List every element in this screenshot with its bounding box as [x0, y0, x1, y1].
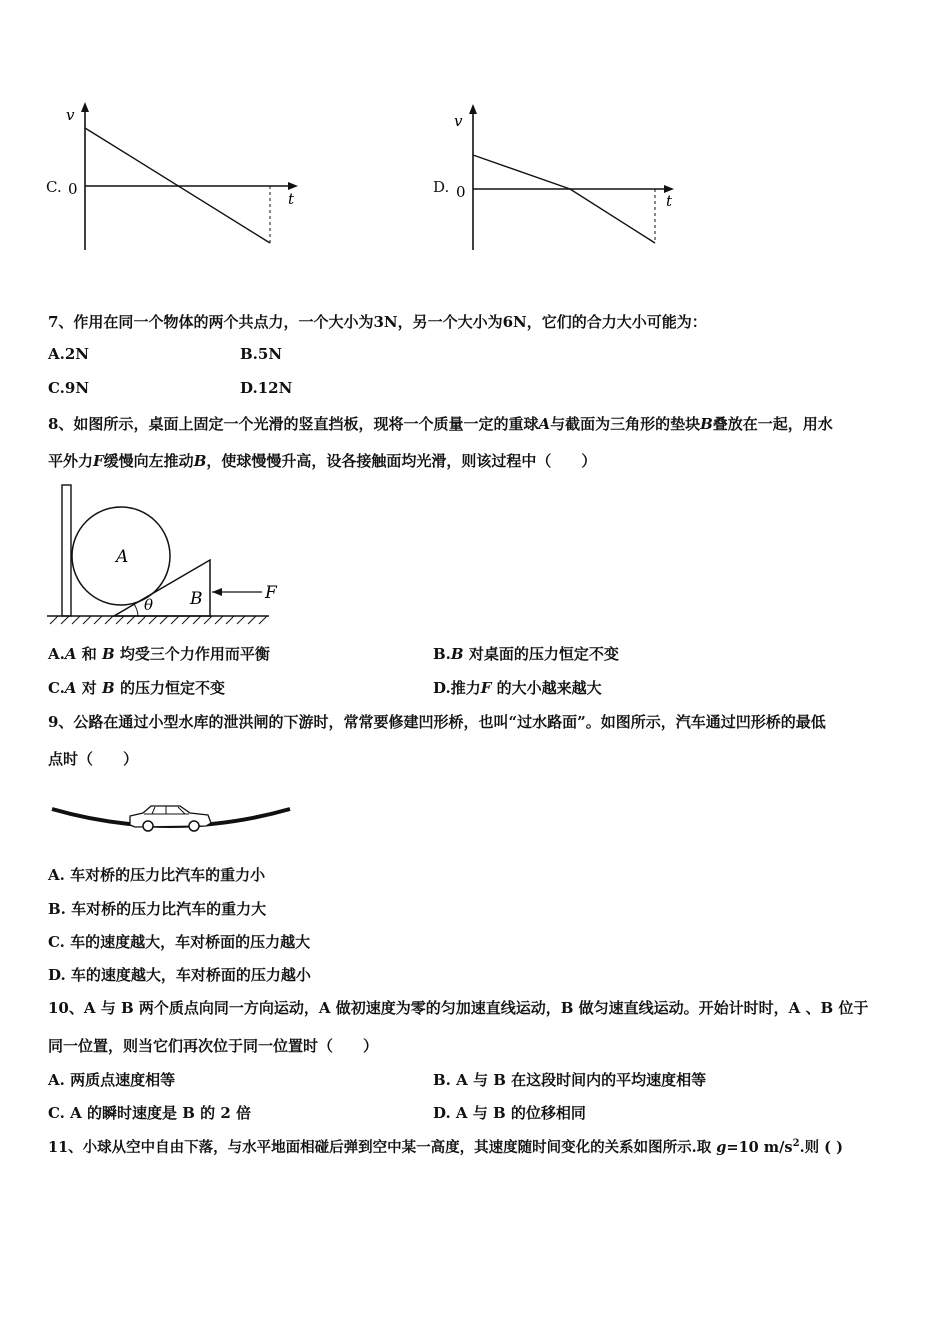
- angle-label: θ: [144, 596, 154, 614]
- q10-option-c: C. A 的瞬时速度是 B 的 2 倍: [48, 1104, 251, 1122]
- q7-option-d: D.12N: [240, 379, 293, 397]
- graph-c: [60, 100, 310, 260]
- q8-option-b: B.B 对桌面的压力恒定不变: [433, 645, 619, 663]
- graph-d-label: D.: [433, 178, 450, 196]
- graph-d-t-label: t: [666, 192, 673, 210]
- graph-c-origin: 0: [68, 180, 78, 198]
- q9-stem-line1: 9、公路在通过小型水库的泄洪闸的下游时，常常要修建凹形桥，也叫“过水路面”。如图所示，汽车通过凹形桥的最低: [48, 713, 826, 731]
- graph-d-v-label: v: [454, 112, 463, 130]
- q10-stem-line1: 10、A 与 B 两个质点向同一方向运动，A 做初速度为零的匀加速直线运动，B 做匀速直线运动。开始计时时，A 、B 位于: [48, 999, 869, 1017]
- q10-option-b: B. A 与 B 在这段时间内的平均速度相等: [433, 1071, 707, 1089]
- q9-option-c: C. 车的速度越大，车对桥面的压力越大: [48, 933, 311, 951]
- block-label: B: [190, 589, 203, 609]
- graph-d: [448, 100, 698, 260]
- q8-figure: [44, 480, 294, 630]
- graph-d-origin: 0: [456, 183, 466, 201]
- force-label: F: [265, 583, 277, 603]
- graph-c-label: C.: [46, 178, 62, 196]
- graph-c-t-label: t: [288, 190, 295, 208]
- q8-option-a: A.A 和 B 均受三个力作用而平衡: [48, 645, 270, 663]
- q9-stem-line2: 点时（ ）: [48, 750, 139, 768]
- q7-option-c: C.9N: [48, 379, 90, 397]
- q7-option-b: B.5N: [240, 345, 283, 363]
- q9-figure: [48, 795, 298, 845]
- q8-stem-line1: 8、如图所示，桌面上固定一个光滑的竖直挡板，现将一个质量一定的重球A与截面为三角形的垫块B叠放在一起，用水: [48, 415, 833, 433]
- q8-option-c: C.A 对 B 的压力恒定不变: [48, 679, 225, 697]
- q10-option-a: A. 两质点速度相等: [48, 1071, 176, 1089]
- q7-stem: 7、作用在同一个物体的两个共点力，一个大小为3N，另一个大小为6N，它们的合力大小可能为：: [48, 313, 707, 331]
- q9-option-a: A. 车对桥的压力比汽车的重力小: [48, 866, 266, 884]
- q8-option-d: D.推力F 的大小越来越大: [433, 679, 602, 697]
- ball-label: A: [116, 547, 129, 567]
- q10-option-d: D. A 与 B 的位移相同: [433, 1104, 586, 1122]
- q9-option-b: B. 车对桥的压力比汽车的重力大: [48, 900, 267, 918]
- graph-c-v-label: v: [66, 106, 75, 124]
- q10-stem-line2: 同一位置，则当它们再次位于同一位置时（ ）: [48, 1037, 379, 1055]
- q7-option-a: A.2N: [48, 345, 90, 363]
- q8-stem-line2: 平外力F缓慢向左推动B，使球慢慢升高，设各接触面均光滑，则该过程中（ ）: [48, 452, 597, 470]
- q9-option-d: D. 车的速度越大，车对桥面的压力越小: [48, 966, 311, 984]
- q11-stem: 11、小球从空中自由下落，与水平地面相碰后弹到空中某一高度，其速度随时间变化的关系如图所示.取 g=10 $m/s^2$.则 ( ): [48, 1138, 843, 1156]
